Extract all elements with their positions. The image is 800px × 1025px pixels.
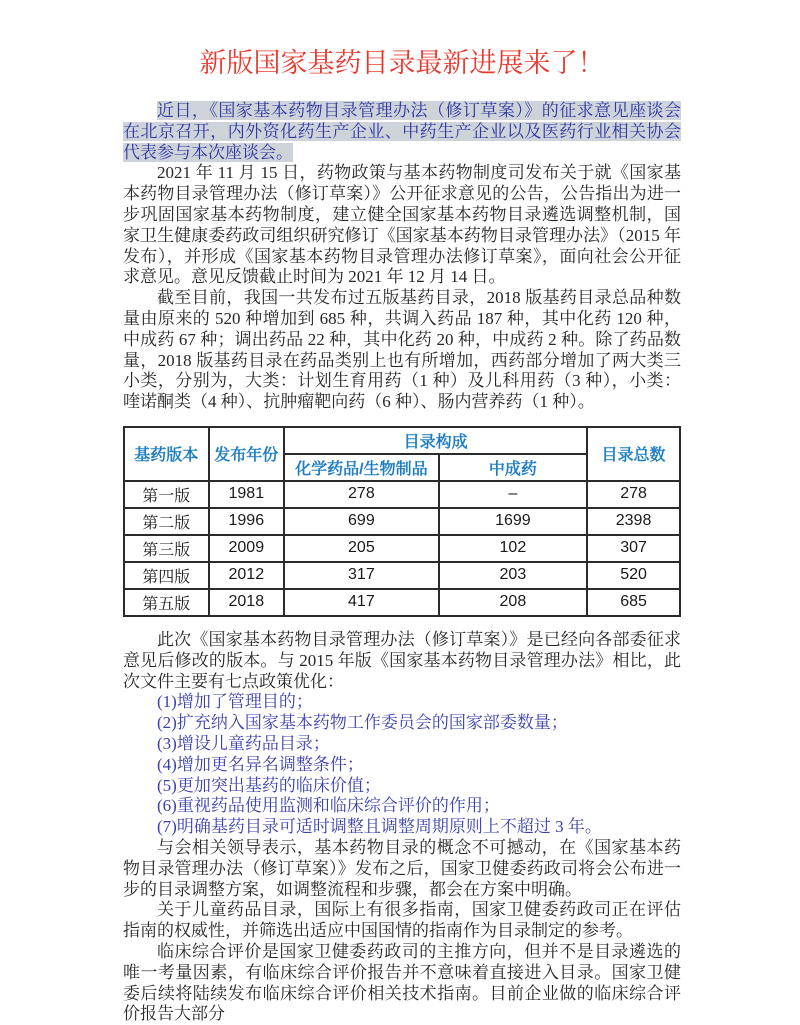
policy-item: (2)扩充纳入国家基本药物工作委员会的国家部委数量； [157, 713, 568, 733]
intro-highlight-paragraph [123, 101, 681, 163]
table-cell-total: 278 [587, 481, 680, 508]
table-cell-tcm: 102 [439, 535, 587, 562]
table-cell-chemical: 205 [284, 535, 439, 562]
header-cell-version: 基药版本 [124, 427, 209, 481]
table-header-row-1 [124, 427, 680, 454]
table-cell-tcm: 203 [439, 562, 587, 589]
policy-item: (5)更加突出基药的临床价值； [157, 775, 381, 795]
table-cell-total: 2398 [587, 508, 680, 535]
drug-catalog-table [123, 426, 681, 617]
table-cell-tcm: – [439, 481, 587, 508]
highlighted-text: 近日，《国家基本药物目录管理办法（修订草案）》的征求意见座谈会在北京召开，内外资化药生产企业、中药生产企业以及医药行业相关协会代表参与本次座谈会。 [123, 101, 681, 162]
policy-list [123, 692, 681, 838]
table-cell-version: 第四版 [124, 562, 209, 589]
table-cell-version: 第五版 [124, 589, 209, 616]
header-cell-composition-group: 目录构成 [284, 427, 587, 454]
paragraph-catalog-history: 截至目前，我国一共发布过五版基药目录，2018 版基药目录总品种数量由原来的 520 种增加到 685 种，共调入药品 187 种，其中化药 120 种，中成药 67 种；调出药品 22 种，其中化药 20 种，中成药 2 种。除了药品数量，2018 版基药目录在药品类别上也有所增加，西药部分增加了两大类三小类，分别为，大类：计划生育用药（1 种）及儿科用药（3 种），小类：喹诺酮类（4 种）、抗肿瘤靶向药（6 种）、肠内营养药（1 种）。 [123, 288, 681, 412]
table-cell-total: 685 [587, 589, 680, 616]
table-cell-version: 第二版 [124, 508, 209, 535]
header-cell-total: 目录总数 [587, 427, 680, 481]
paragraph-clinical-evaluation: 临床综合评价是国家卫健委药政司的主推方向，但并不是目录遴选的唯一考量因素，有临床综合评价报告并不意味着直接进入目录。国家卫健委后续将陆续发布临床综合评价相关技术指南。目前企业做的临床综合评价报告大部分 [123, 941, 681, 1024]
table-cell-year: 1996 [209, 508, 285, 535]
table-cell-chemical: 278 [284, 481, 439, 508]
article-title: 新版国家基药目录最新进展来了！ [199, 48, 605, 78]
policy-item: (4)增加更名异名调整条件； [157, 754, 364, 774]
paragraph-announcement: 2021 年 11 月 15 日，药物政策与基本药物制度司发布关于就《国家基本药物目录管理办法（修订草案）》公开征求意见的公告，公告指出为进一步巩固国家基本药物制度，建立健全国家基本药物目录遴选调整机制，国家卫生健康委药政司组织研究修订《国家基本药物目录管理办法》（2015 年发布），并形成《国家基本药物目录管理办法修订草案》，面向社会公开征求意见。意见反馈截止时间为 2021 年 12 月 14 日。 [123, 163, 681, 287]
table-cell-chemical: 317 [284, 562, 439, 589]
header-cell-chemical: 化学药品/生物制品 [284, 454, 439, 481]
table-cell-chemical: 699 [284, 508, 439, 535]
table-row [124, 535, 680, 562]
table-cell-year: 2018 [209, 589, 285, 616]
header-cell-tcm: 中成药 [439, 454, 587, 481]
table-cell-year: 1981 [209, 481, 285, 508]
policy-item: (3)增设儿童药品目录； [157, 733, 330, 753]
paragraph-revision-intro: 此次《国家基本药物目录管理办法（修订草案）》是已经向各部委征求意见后修改的版本。与 2015 年版《国家基本药物目录管理办法》相比，此次文件主要有七点政策优化： [123, 629, 681, 691]
header-cell-year: 发布年份 [209, 427, 285, 481]
policy-item: (7)明确基药目录可适时调整且调整周期原则上不超过 3 年。 [157, 817, 602, 837]
paragraph-children-catalog: 关于儿童药品目录，国际上有很多指南，国家卫健委药政司正在评估指南的权威性，并筛选出适应中国国情的指南作为目录制定的参考。 [123, 900, 681, 941]
policy-item: (1)增加了管理目的； [157, 692, 313, 712]
table-cell-total: 520 [587, 562, 680, 589]
table-row [124, 481, 680, 508]
table-cell-tcm: 1699 [439, 508, 587, 535]
table-cell-year: 2009 [209, 535, 285, 562]
table-row [124, 562, 680, 589]
table-cell-version: 第三版 [124, 535, 209, 562]
table-cell-chemical: 417 [284, 589, 439, 616]
table-row [124, 589, 680, 616]
table-row [124, 508, 680, 535]
table-cell-year: 2012 [209, 562, 285, 589]
policy-item: (6)重视药品使用监测和临床综合评价的作用； [157, 796, 500, 816]
document-page [123, 0, 681, 1025]
table-cell-tcm: 208 [439, 589, 587, 616]
table-cell-version: 第一版 [124, 481, 209, 508]
table-cell-total: 307 [587, 535, 680, 562]
paragraph-leaders-statement: 与会相关领导表示，基本药物目录的概念不可撼动，在《国家基本药物目录管理办法（修订草案）》发布之后，国家卫健委药政司将会公布进一步的目录调整方案，如调整流程和步骤，都会在方案中明确。 [123, 837, 681, 899]
